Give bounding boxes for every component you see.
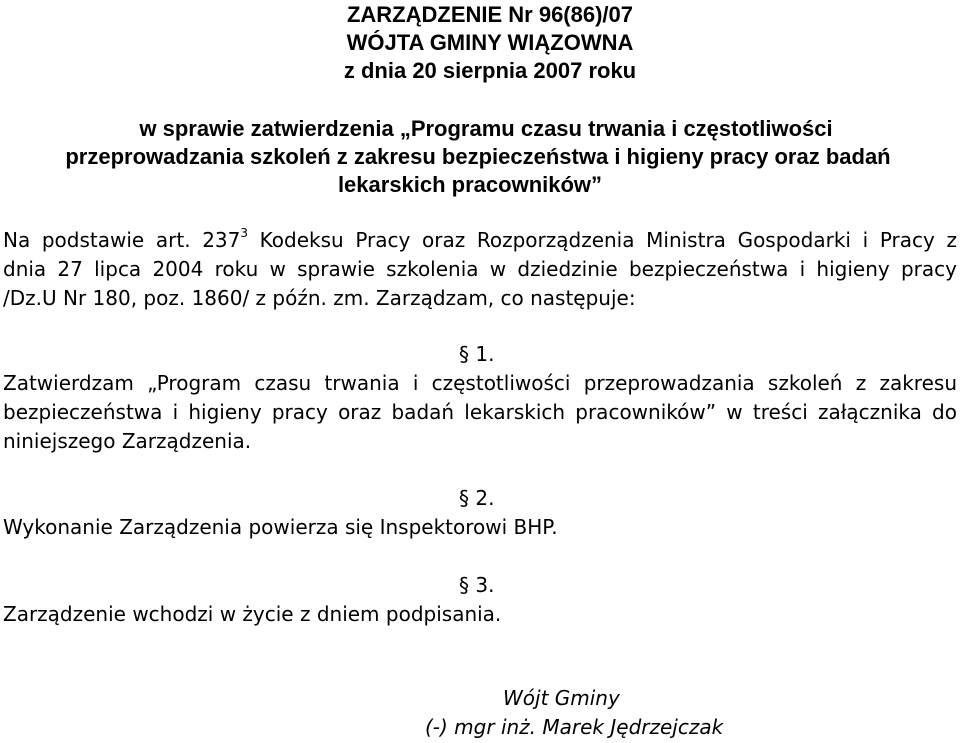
section-1-mark: § 1. (459, 342, 495, 366)
preamble-line-3: /Dz.U Nr 180, poz. 1860/ z późn. zm. Zarządzam, co następuje: (3, 286, 636, 310)
subject-line-1: w sprawie zatwierdzenia „Programu czasu trwania i częstotliwości (139, 116, 833, 141)
section-3-mark: § 3. (459, 573, 495, 597)
subject-line-2: przeprowadzania szkoleń z zakresu bezpieczeństwa i higieny pracy oraz badań (65, 144, 891, 169)
preamble-line-1-start: Na podstawie art. 237 (3, 228, 241, 252)
signature-name: (-) mgr inż. Marek Jędrzejczak (425, 715, 724, 739)
subject-line-3: lekarskich pracowników” (337, 172, 603, 197)
article-superscript: 3 (240, 226, 249, 241)
preamble-line-1 (3, 226, 957, 254)
preamble-line-2: dnia 27 lipca 2004 roku w sprawie szkolenia w dziedzinie bezpieczeństwa i higieny pracy (3, 257, 957, 281)
section-1-line-2: bezpieczeństwa i higieny pracy oraz badań lekarskich pracowników” w treści załącznika do (3, 400, 957, 424)
document-date: z dnia 20 sierpnia 2007 roku (343, 58, 637, 83)
section-2-line-1: Wykonanie Zarządzenia powierza się Inspektorowi BHP. (3, 515, 558, 539)
preamble-line-1-end: Kodeksu Pracy oraz Rozporządzenia Ministra Gospodarki i Pracy z (248, 228, 957, 252)
section-3-line-1: Zarządzenie wchodzi w życie z dniem podpisania. (3, 602, 502, 626)
section-1-line-3: niniejszego Zarządzenia. (3, 429, 252, 453)
issuer-title: WÓJTA GMINY WIĄZOWNA (346, 30, 634, 55)
document-title: ZARZĄDZENIE Nr 96(86)/07 (346, 2, 634, 27)
section-1-line-1: Zatwierdzam „Program czasu trwania i częstotliwości przeprowadzania szkoleń z zakresu (3, 371, 957, 395)
signature-title: Wójt Gminy (503, 686, 620, 710)
section-2-mark: § 2. (459, 486, 495, 510)
